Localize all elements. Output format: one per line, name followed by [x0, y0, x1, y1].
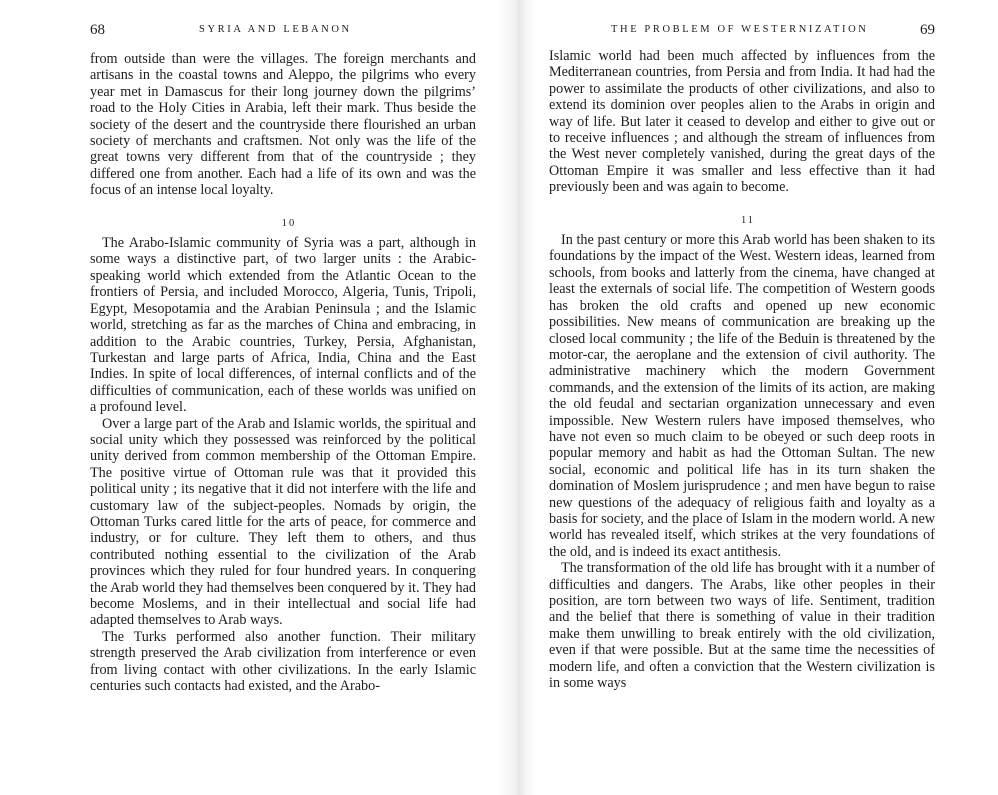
left-running-head [90, 22, 476, 42]
right-page [549, 0, 935, 795]
left-paragraph-2: Over a large part of the Arab and Islamic worlds, the spiritual and social unity which they possessed was reinforced by the political unity derived from common membership of the Ottoman Empire. The positive virtue of Ottoman rule was that it provided this political unity ; its negative that it did not interfere with the life and customary law of the subject-peoples. Nomads by origin, the Ottoman Turks cared little for the arts of peace, for commerce and industry, or for culture. They left them to others, and thus contributed nothing essential to the civilization of the Arab provinces which they ruled for four hundred years. In conquering the Arab world they had themselves been conquered by it. They had become Moslems, and in their intellectual and social life had adapted themselves to Arab ways. [90, 415, 476, 629]
left-paragraph-3: The Turks performed also another function. Their military strength preserved the Arab civilization from interference or even from living contact with other civilizations. In the early Islamic centuries such contacts had existed, and the Arabo- [90, 628, 476, 695]
right-section-number: 11 [740, 214, 756, 226]
left-text-block [90, 51, 476, 694]
left-page [90, 0, 476, 795]
left-top-paragraph: from outside than were the villages. The foreign merchants and artisans in the coastal towns and Aleppo, the pilgrims who every year met in Damascus for their long journey down the pilgrims’ road to the Holy Cities in Arabia, left their mark. Thus beside the society of the desert and the countryside there flourished an urban society of merchants and craftsmen. Not only was the life of the great towns very different from that of the countryside ; they differed one from another. Each had a life of its own and was the focus of an intense local loyalty. [90, 51, 476, 199]
book-gutter [497, 0, 537, 795]
right-text-block [549, 48, 935, 691]
right-top-paragraph: Islamic world had been much affected by influences from the Mediterranean countries, from Persia and from India. It had had the power to assimilate the products of other civilizations, and also to extend its dominion over peoples alien to the Arabs in origin and way of life. But later it ceased to develop and either to give out or to receive influences ; and although the stream of influences from the West never completely vanished, during the great days of the Ottoman Empire it was smaller and less effective than it had previously been and was again to become. [549, 48, 935, 196]
right-running-title: THE PROBLEM OF WESTERNIZATION [611, 24, 869, 35]
right-running-head [549, 22, 935, 42]
right-page-number: 69 [920, 22, 935, 38]
left-section-number: 10 [281, 217, 297, 229]
right-paragraph-2: The transformation of the old life has brought with it a number of difficulties and dangers. The Arabs, like other peoples in their position, are torn between two ways of life. Sentiment, tradition and the belief that there is something of value in their tradition make them unwilling to break entirely with the old civilization, even if that were possible. But at the same time the necessities of modern life, and often a conviction that the Western civilization is in some ways [549, 560, 935, 692]
left-running-title: SYRIA AND LEBANON [199, 24, 352, 35]
left-page-number: 68 [90, 22, 105, 38]
left-paragraph-1: The Arabo-Islamic community of Syria was a part, although in some ways a distinctive part, of two larger units : the Arabic-speaking world which extended from the Atlantic Ocean to the frontiers of Persia, and included Morocco, Algeria, Tunis, Tripoli, Egypt, Mesopotamia and the Arabian Peninsula ; and the Islamic world, stretching as far as the marches of China and embracing, in addition to the Arabic countries, Turkey, Persia, Afghanistan, Turkestan and large parts of Africa, India, China and the East Indies. In spite of local differences, of internal conflicts and of the difficulties of communication, each of these worlds was unified on a profound level. [90, 235, 476, 416]
right-paragraph-1: In the past century or more this Arab world has been shaken to its foundations by the impact of the West. Western ideas, learned from schools, from books and latterly from the cinema, have changed at least the externals of social life. The competition of Western goods has broken the old crafts and opened up new economic possibilities. New means of communication are breaking up the closed local community ; the life of the Beduin is threatened by the motor-car, the aeroplane and the extension of civil authority. The administrative machinery which the modern Government commands, and the extension of the limits of its action, are making the old feudal and sectarian organization unnecessary and even impossible. New Western rulers have imposed themselves, who have not even so much claim to be obeyed or such deep roots in popular memory and habit as had the Ottoman Sultan. The new social, economic and political life has in its turn shaken the domination of Moslem jurisprudence ; and men have begun to raise new questions of the adequacy of religious faith and loyalty as a basis for society, and the place of Islam in the modern world. A new world has revealed itself, which strikes at the very foundations of the old, and is indeed its exact antithesis. [549, 232, 935, 560]
